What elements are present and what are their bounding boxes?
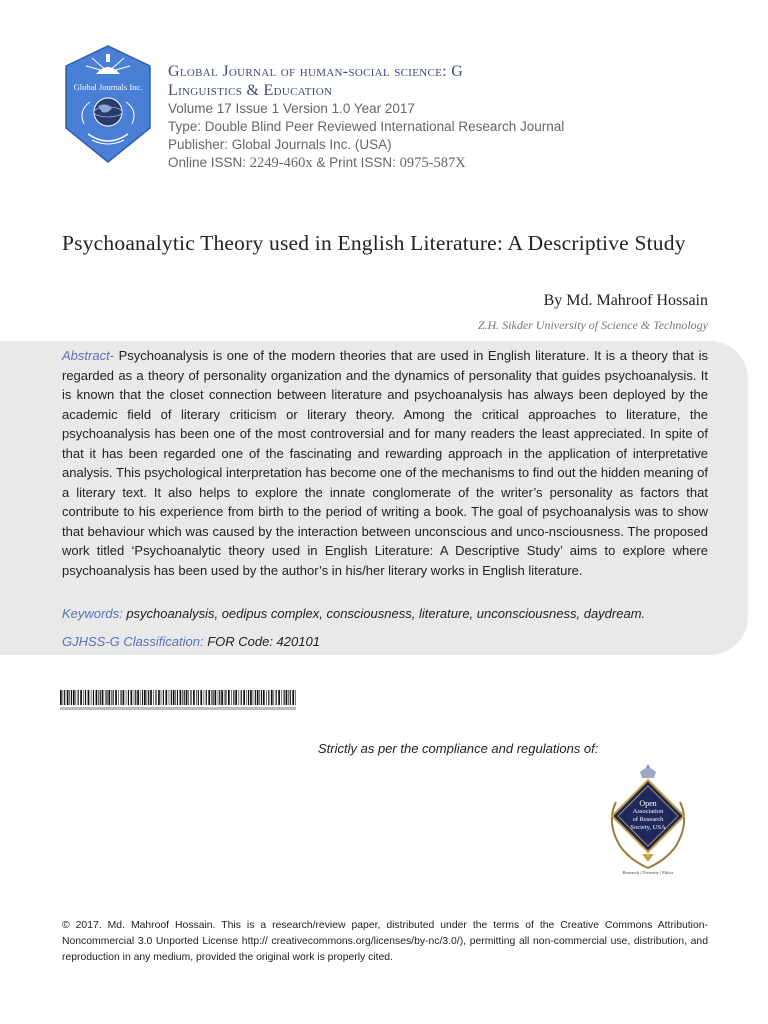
issn-online: 2249-460x [249, 155, 313, 171]
seal-motto: Research | Diversity | Ethics [622, 870, 674, 875]
compliance-statement: Strictly as per the compliance and regulations of: [318, 741, 599, 756]
open-association-seal [598, 762, 698, 880]
seal-line-3: of Research [632, 816, 664, 823]
journal-title-line1: Global Journal of human-social science: G [168, 63, 464, 80]
author-affiliation: Z.H. Sikder University of Science & Technology [477, 318, 708, 332]
journal-title-line2: Linguistics & Education [168, 82, 333, 99]
keywords-label: Keywords: [62, 606, 123, 621]
journal-header [168, 62, 728, 172]
classification [62, 632, 708, 651]
abstract-label: Abstract- [62, 348, 115, 363]
paper-author: By Md. Mahroof Hossain [543, 292, 708, 309]
barcode [60, 690, 298, 712]
logo-text: Global Journals Inc. [73, 82, 143, 92]
seal-line-4: Society, USA [630, 824, 666, 831]
abstract [62, 346, 708, 580]
seal-line-2: Association [632, 808, 664, 815]
keywords-text: psychoanalysis, oedipus complex, consciousness, literature, unconsciousness, daydream. [122, 606, 646, 621]
abstract-text: Psychoanalysis is one of the modern theories that are used in English literature. It is a theory that is regarded as a theory of personality organization and the dynamics of personality that guides psychoanalysis. It is known that the closet connection between literature and psychoanalysis has always been deployed by the academic field of literary criticism or literary theory. Among the critical approaches to literature, the psychoanalysis has been one of the most controversial and for many readers the least appreciated. In spite of that it has been regarded one of the fascinating and rewarding approach in the application of interpretative analysis. This psychological interpretation has become one of the mechanisms to find out the hidden meaning of a literary text. It also helps to explore the innate conglomerate of the writer’s personality as factors that contribute to his experience from birth to the period of writing a book. The goal of psychoanalysis was to show that behaviour which was caused by the interaction between unconscious and unco-nsciousness. The proposed work titled ‘Psychoanalytic theory used in English Literature: A Descriptive Study’ aims to explore where psychoanalysis has been used by the author’s in his/her literary works in English literature. [62, 348, 708, 578]
seal-line-1: Open [639, 799, 657, 808]
keywords [62, 604, 708, 623]
classification-label: GJHSS-G Classification: [62, 634, 204, 649]
issn-online-label: Online ISSN: [168, 155, 250, 170]
issn-separator: & Print ISSN: [312, 155, 400, 170]
global-journals-logo [62, 44, 154, 164]
journal-issn [168, 154, 728, 172]
seal-text [598, 800, 698, 832]
issn-print: 0975-587X [399, 155, 466, 171]
journal-publisher: Publisher: Global Journals Inc. (USA) [168, 137, 392, 152]
paper-title: Psychoanalytic Theory used in English Literature: A Descriptive Study [62, 231, 686, 255]
journal-type: Type: Double Blind Peer Reviewed International Research Journal [168, 119, 565, 134]
license-footer: © 2017. Md. Mahroof Hossain. This is a research/review paper, distributed under the terms of the Creative Commons Attribution-Noncommercial 3.0 Unported License http:// creativecommons.org/licenses/by-nc/3.0/), permitting all non-commercial use, distribution, and reproduction in any medium, provided the original work is properly cited. [62, 920, 708, 963]
journal-volume: Volume 17 Issue 1 Version 1.0 Year 2017 [168, 101, 415, 116]
classification-code: FOR Code: 420101 [203, 634, 320, 649]
